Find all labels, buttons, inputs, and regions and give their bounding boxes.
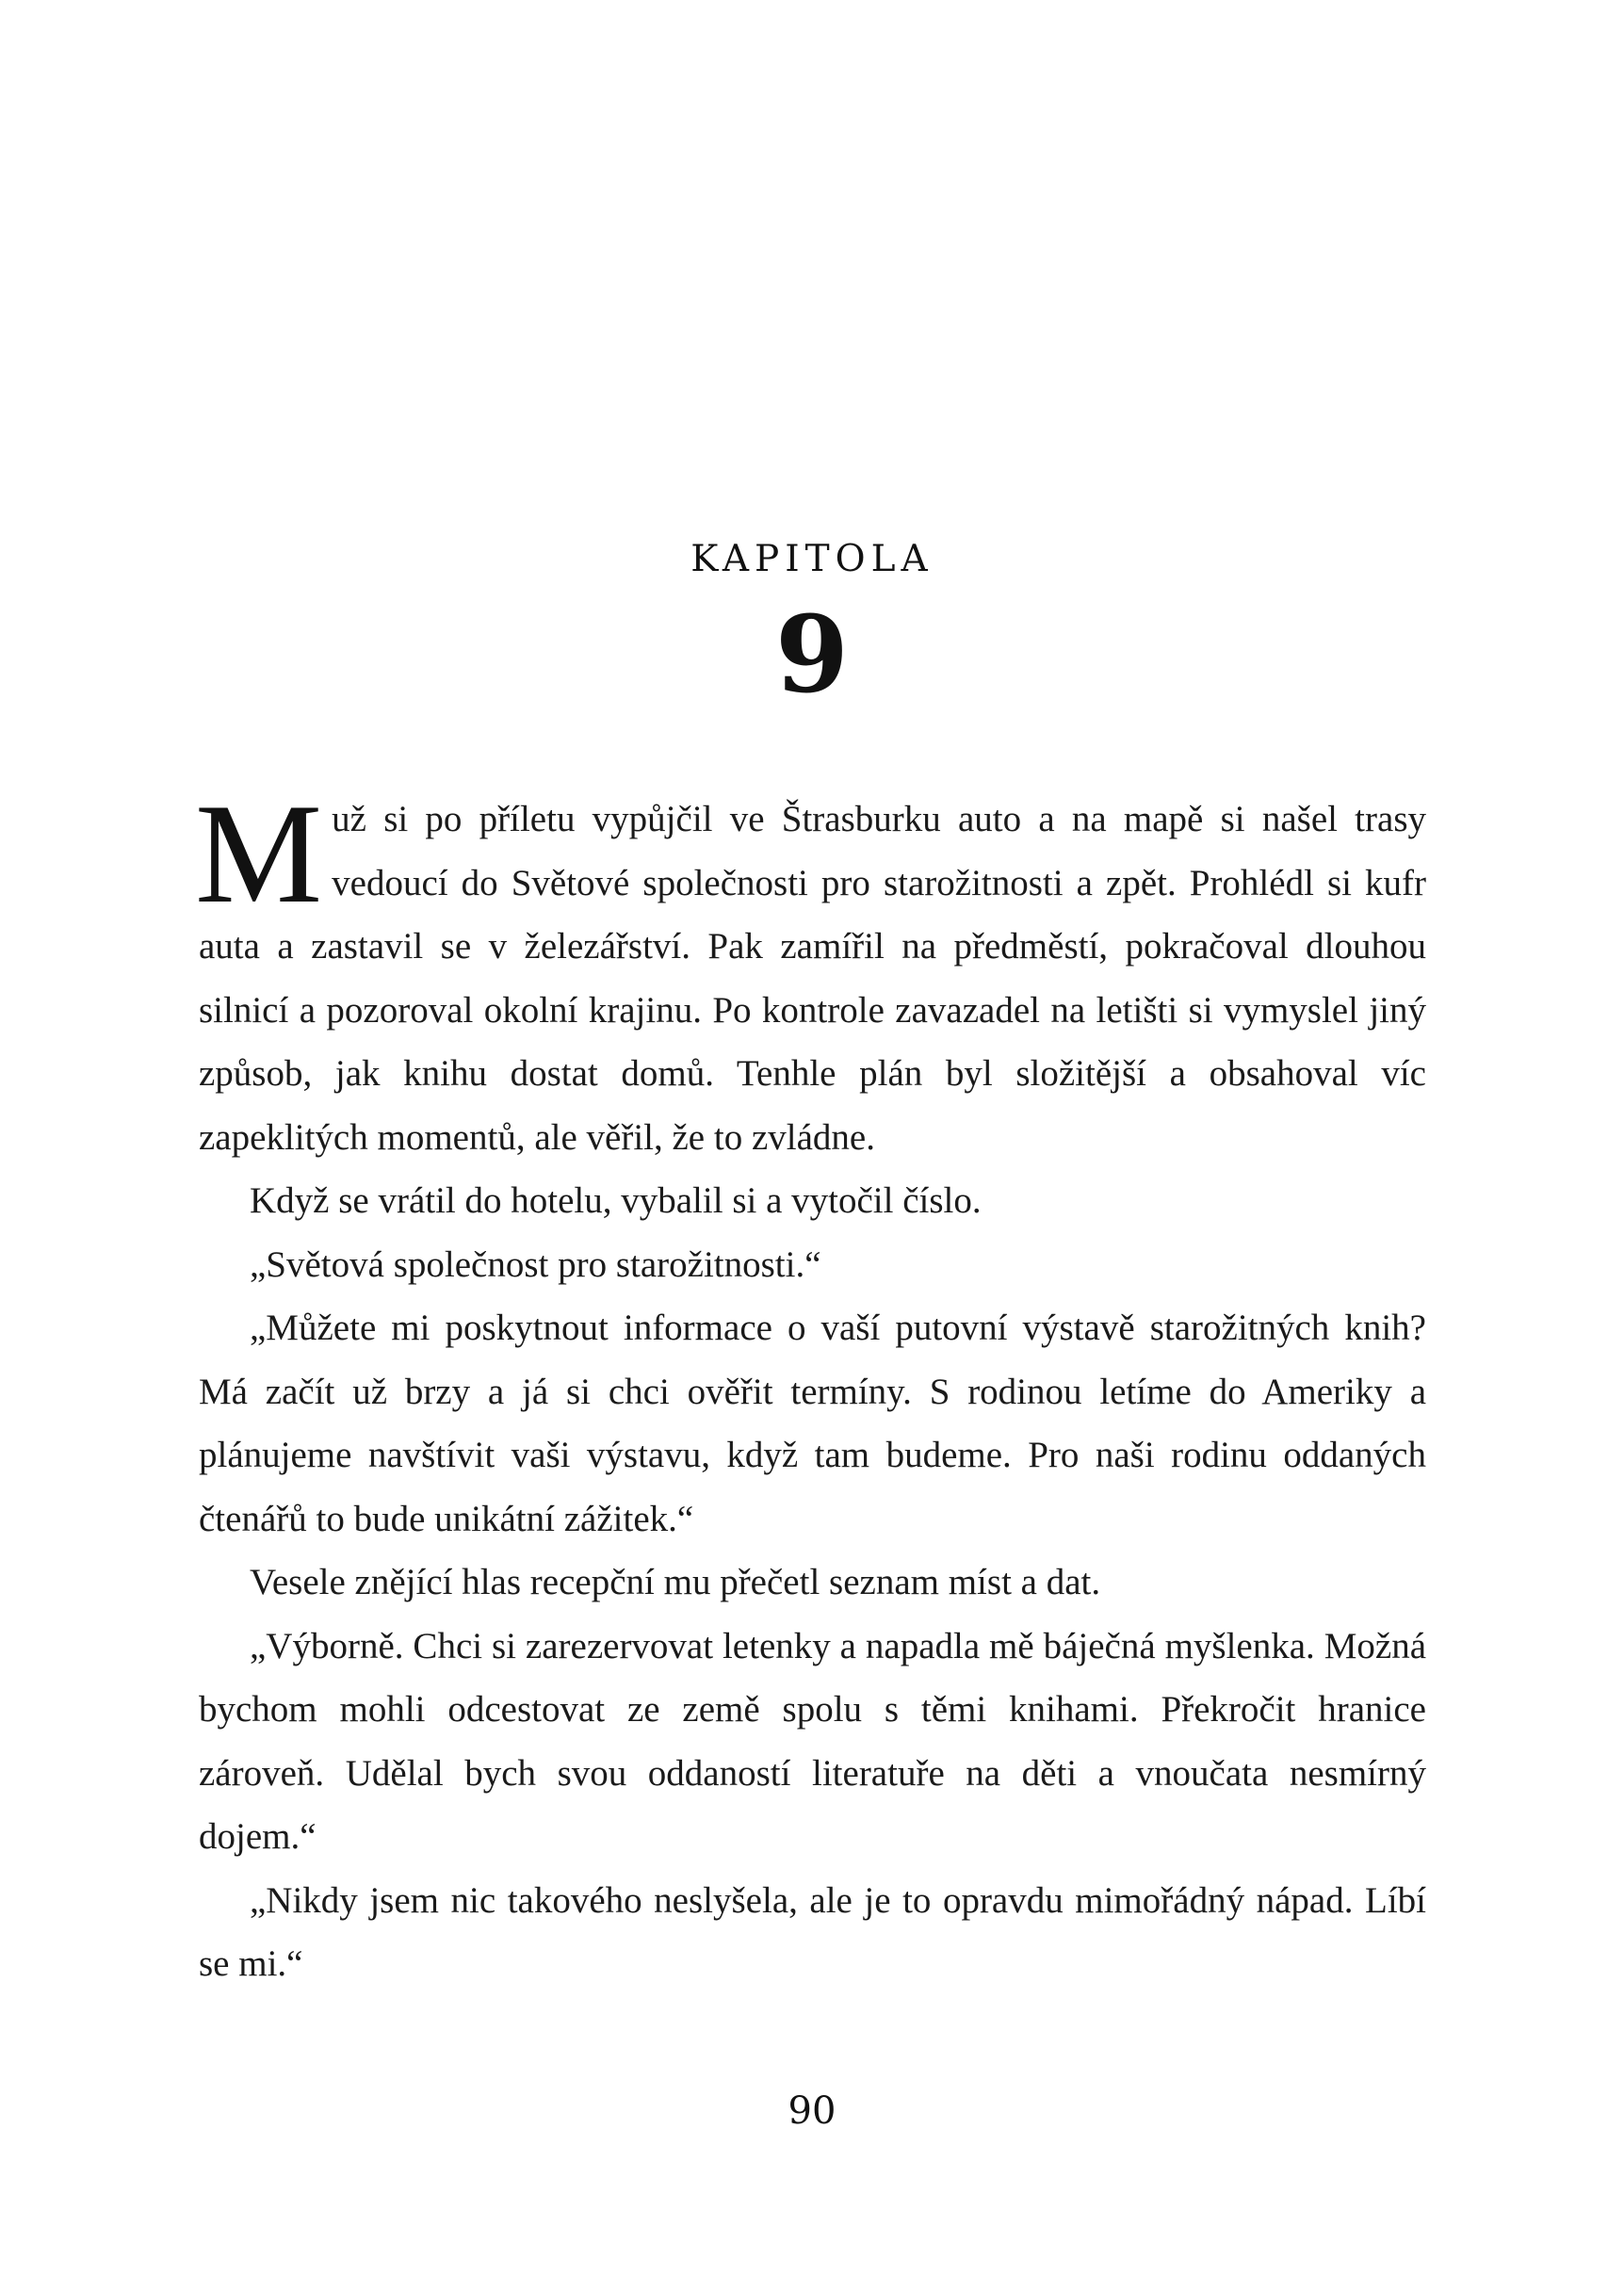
drop-cap: M	[195, 774, 323, 933]
chapter-label: kapitola	[690, 523, 934, 584]
first-paragraph-text: už si po příletu vypůjčil ve Štrasburku auto a na mapě si našel trasy vedoucí do Světové společnosti pro starožitnosti a zpět. Prohlédl si kufr auta a zastavil se v železářství. Pak zamířil na předměstí, pokračoval dlouhou silnicí a pozoroval okolní krajinu. Po kontrole zavazadel na letišti si vymyslel jiný způsob, jak knihu dostat domů. Tenhle plán byl složitější a obsahoval víc zapeklitých momentů, ale věřil, že to zvládne.	[199, 799, 1426, 1158]
paragraph: Když se vrátil do hotelu, vybalil si a vytočil číslo.	[250, 1180, 982, 1221]
page-number: 90	[788, 2089, 836, 2133]
paragraph: „Výborně. Chci si zarezervovat letenky a napadla mě báječná myšlenka. Možná bychom mohli odcestovat ze země spolu s těmi knihami. Překročit hranice zároveň. Udělal bych svou oddaností literatuře na děti a vnoučata nesmírný dojem.“	[199, 1625, 1426, 1857]
paragraph: „Nikdy jsem nic takového neslyšela, ale je to opravdu mimořádný nápad. Líbí se mi.“	[199, 1879, 1426, 1984]
first-paragraph	[195, 774, 1426, 1169]
paragraph: „Můžete mi poskytnout informace o vaší putovní výstavě starožitných knih? Má začít už brzy a já si chci ověřit termíny. S rodinou letíme do Ameriky a plánujeme navštívit vaši výstavu, když tam budeme. Pro naši rodinu oddaných čtenářů to bude unikátní zážitek.“	[199, 1308, 1426, 1539]
chapter-number: 9	[775, 593, 849, 717]
paragraph: Vesele znějící hlas recepční mu přečetl seznam míst a dat.	[250, 1562, 1101, 1602]
paragraph: „Světová společnost pro starožitnosti.“	[250, 1243, 821, 1285]
chapter-body	[195, 774, 1426, 1996]
